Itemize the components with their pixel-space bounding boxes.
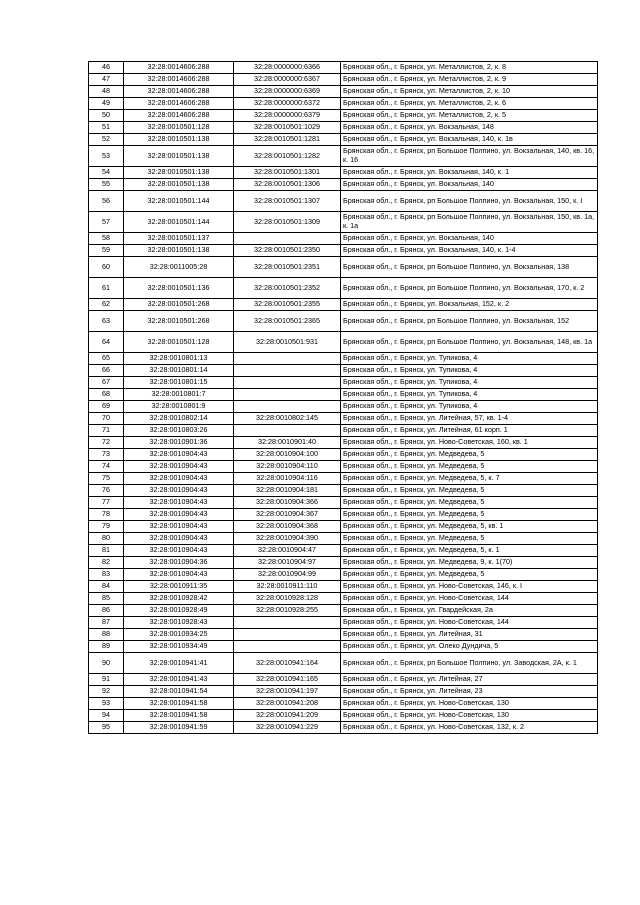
object-cadastral-number-cell: 32:28:0010941:165 <box>234 674 341 686</box>
parcel-cadastral-number-cell: 32:28:0010801:7 <box>124 389 234 401</box>
row-number-cell: 81 <box>89 545 124 557</box>
row-number-cell: 66 <box>89 365 124 377</box>
address-cell: Брянская обл., г. Брянск, ул. Медведева, 5, к. 7 <box>341 473 598 485</box>
row-number-cell: 50 <box>89 110 124 122</box>
address-cell: Брянская обл., г. Брянск, ул. Вокзальная, 140, к. 1в <box>341 134 598 146</box>
address-cell: Брянская обл., г. Брянск, ул. Медведева, 5, кв. 1 <box>341 521 598 533</box>
row-number-cell: 55 <box>89 179 124 191</box>
parcel-cadastral-number-cell: 32:28:0010941:54 <box>124 686 234 698</box>
address-cell: Брянская обл., г. Брянск, рп Большое Полпино, ул. Вокзальная, 148, кв. 1а <box>341 332 598 353</box>
address-cell: Брянская обл., г. Брянск, рп Большое Полпино, ул. Вокзальная, 140, кв. 16, к. 16 <box>341 146 598 167</box>
parcel-cadastral-number-cell: 32:28:0010904:43 <box>124 545 234 557</box>
object-cadastral-number-cell: 32:28:0010501:1281 <box>234 134 341 146</box>
row-number-cell: 63 <box>89 311 124 332</box>
parcel-cadastral-number-cell: 32:28:0010501:144 <box>124 212 234 233</box>
address-cell: Брянская обл., г. Брянск, ул. Литейная, 23 <box>341 686 598 698</box>
address-cell: Брянская обл., г. Брянск, ул. Литейная, 27 <box>341 674 598 686</box>
address-cell: Брянская обл., г. Брянск, ул. Вокзальная, 140, к. 1-4 <box>341 245 598 257</box>
address-cell: Брянская обл., г. Брянск, ул. Ново-Советская, 144 <box>341 593 598 605</box>
row-number-cell: 77 <box>89 497 124 509</box>
parcel-cadastral-number-cell: 32:28:0014606:288 <box>124 74 234 86</box>
row-number-cell: 92 <box>89 686 124 698</box>
table-row <box>89 629 598 641</box>
parcel-cadastral-number-cell: 32:28:0010501:128 <box>124 332 234 353</box>
object-cadastral-number-cell: 32:28:0010501:1306 <box>234 179 341 191</box>
parcel-cadastral-number-cell: 32:28:0010941:58 <box>124 710 234 722</box>
parcel-cadastral-number-cell: 32:28:0010501:138 <box>124 245 234 257</box>
table-row <box>89 233 598 245</box>
address-cell: Брянская обл., г. Брянск, ул. Ново-Советская, 146, к. I <box>341 581 598 593</box>
table-row <box>89 674 598 686</box>
row-number-cell: 74 <box>89 461 124 473</box>
parcel-cadastral-number-cell: 32:28:0010501:138 <box>124 134 234 146</box>
table-row <box>89 110 598 122</box>
address-cell: Брянская обл., г. Брянск, ул. Медведева, 5 <box>341 461 598 473</box>
object-cadastral-number-cell: 32:28:0000000:6369 <box>234 86 341 98</box>
object-cadastral-number-cell: 32:28:0010904:368 <box>234 521 341 533</box>
row-number-cell: 88 <box>89 629 124 641</box>
row-number-cell: 58 <box>89 233 124 245</box>
row-number-cell: 51 <box>89 122 124 134</box>
table-row <box>89 74 598 86</box>
table-row <box>89 191 598 212</box>
address-cell: Брянская обл., г. Брянск, ул. Медведева, 5 <box>341 497 598 509</box>
table-row <box>89 449 598 461</box>
address-cell: Брянская обл., г. Брянск, ул. Вокзальная, 140 <box>341 179 598 191</box>
row-number-cell: 56 <box>89 191 124 212</box>
table-row <box>89 473 598 485</box>
parcel-cadastral-number-cell: 32:28:0014606:288 <box>124 110 234 122</box>
table-row <box>89 581 598 593</box>
object-cadastral-number-cell: 32:28:0010501:1301 <box>234 167 341 179</box>
address-cell: Брянская обл., г. Брянск, ул. Медведева, 5 <box>341 509 598 521</box>
table-row <box>89 332 598 353</box>
object-cadastral-number-cell: 32:28:0010941:229 <box>234 722 341 734</box>
table-row <box>89 698 598 710</box>
object-cadastral-number-cell: 32:28:0010501:2352 <box>234 278 341 299</box>
parcel-cadastral-number-cell: 32:28:0010501:128 <box>124 122 234 134</box>
object-cadastral-number-cell <box>234 389 341 401</box>
row-number-cell: 82 <box>89 557 124 569</box>
object-cadastral-number-cell: 32:28:0010904:99 <box>234 569 341 581</box>
object-cadastral-number-cell: 32:28:0010904:97 <box>234 557 341 569</box>
address-cell: Брянская обл., г. Брянск, ул. Ново-Советская, 144 <box>341 617 598 629</box>
object-cadastral-number-cell: 32:28:0010941:197 <box>234 686 341 698</box>
row-number-cell: 91 <box>89 674 124 686</box>
parcel-cadastral-number-cell: 32:28:0010904:43 <box>124 461 234 473</box>
address-cell: Брянская обл., г. Брянск, ул. Ново-Советская, 130 <box>341 698 598 710</box>
parcel-cadastral-number-cell: 32:28:0010501:138 <box>124 179 234 191</box>
address-cell: Брянская обл., г. Брянск, рп Большое Полпино, ул. Вокзальная, 150, кв. 1а, к. 1а <box>341 212 598 233</box>
table-row <box>89 545 598 557</box>
object-cadastral-number-cell: 32:28:0010802:145 <box>234 413 341 425</box>
row-number-cell: 83 <box>89 569 124 581</box>
address-cell: Брянская обл., г. Брянск, ул. Литейная, 61 корп. 1 <box>341 425 598 437</box>
row-number-cell: 79 <box>89 521 124 533</box>
table-row <box>89 557 598 569</box>
object-cadastral-number-cell: 32:28:0010501:1307 <box>234 191 341 212</box>
object-cadastral-number-cell: 32:28:0010501:2355 <box>234 299 341 311</box>
object-cadastral-number-cell <box>234 365 341 377</box>
parcel-cadastral-number-cell: 32:28:0010928:49 <box>124 605 234 617</box>
table-row <box>89 389 598 401</box>
parcel-cadastral-number-cell: 32:28:0011005:28 <box>124 257 234 278</box>
object-cadastral-number-cell: 32:28:0000000:6379 <box>234 110 341 122</box>
object-cadastral-number-cell <box>234 353 341 365</box>
address-cell: Брянская обл., г. Брянск, ул. Литейная, 31 <box>341 629 598 641</box>
address-cell: Брянская обл., г. Брянск, ул. Ново-Советская, 160, кв. 1 <box>341 437 598 449</box>
object-cadastral-number-cell: 32:28:0010904:100 <box>234 449 341 461</box>
table-row <box>89 62 598 74</box>
address-cell: Брянская обл., г. Брянск, ул. Вокзальная, 152, к. 2 <box>341 299 598 311</box>
table-row <box>89 533 598 545</box>
address-cell: Брянская обл., г. Брянск, рп Большое Полпино, ул. Заводская, 2А, к. 1 <box>341 653 598 674</box>
address-cell: Брянская обл., г. Брянск, рп Большое Полпино, ул. Вокзальная, 150, к. I <box>341 191 598 212</box>
row-number-cell: 47 <box>89 74 124 86</box>
parcel-cadastral-number-cell: 32:28:0010911:35 <box>124 581 234 593</box>
parcel-cadastral-number-cell: 32:28:0010801:15 <box>124 377 234 389</box>
parcel-cadastral-number-cell: 32:28:0010904:43 <box>124 473 234 485</box>
address-cell: Брянская обл., г. Брянск, ул. Металлистов, 2, к. 5 <box>341 110 598 122</box>
object-cadastral-number-cell: 32:28:0010501:1282 <box>234 146 341 167</box>
parcel-cadastral-number-cell: 32:28:0014606:288 <box>124 86 234 98</box>
object-cadastral-number-cell: 32:28:0010501:1029 <box>234 122 341 134</box>
row-number-cell: 59 <box>89 245 124 257</box>
parcel-cadastral-number-cell: 32:28:0010801:13 <box>124 353 234 365</box>
address-cell: Брянская обл., г. Брянск, ул. Вокзальная, 140 <box>341 233 598 245</box>
row-number-cell: 72 <box>89 437 124 449</box>
address-cell: Брянская обл., г. Брянск, ул. Медведева, 5 <box>341 485 598 497</box>
address-cell: Брянская обл., г. Брянск, рп Большое Полпино, ул. Вокзальная, 170, к. 2 <box>341 278 598 299</box>
table-row <box>89 593 598 605</box>
address-cell: Брянская обл., г. Брянск, ул. Тупикова, 4 <box>341 365 598 377</box>
table-row <box>89 179 598 191</box>
table-row <box>89 569 598 581</box>
table-row <box>89 401 598 413</box>
parcel-cadastral-number-cell: 32:28:0010904:43 <box>124 449 234 461</box>
table-row <box>89 425 598 437</box>
address-cell: Брянская обл., г. Брянск, ул. Вокзальная, 148 <box>341 122 598 134</box>
parcel-cadastral-number-cell: 32:28:0010934:25 <box>124 629 234 641</box>
object-cadastral-number-cell <box>234 617 341 629</box>
address-cell: Брянская обл., г. Брянск, рп Большое Полпино, ул. Вокзальная, 138 <box>341 257 598 278</box>
parcel-cadastral-number-cell: 32:28:0014606:288 <box>124 62 234 74</box>
address-cell: Брянская обл., г. Брянск, ул. Литейная, 57, кв. 1-4 <box>341 413 598 425</box>
parcel-cadastral-number-cell: 32:28:0010904:43 <box>124 569 234 581</box>
parcel-cadastral-number-cell: 32:28:0010904:43 <box>124 509 234 521</box>
object-cadastral-number-cell: 32:28:0010904:367 <box>234 509 341 521</box>
table-row <box>89 86 598 98</box>
object-cadastral-number-cell: 32:28:0010928:255 <box>234 605 341 617</box>
address-cell: Брянская обл., г. Брянск, ул. Металлистов, 2, к. 9 <box>341 74 598 86</box>
row-number-cell: 84 <box>89 581 124 593</box>
row-number-cell: 71 <box>89 425 124 437</box>
table-row <box>89 686 598 698</box>
row-number-cell: 73 <box>89 449 124 461</box>
address-cell: Брянская обл., г. Брянск, ул. Ново-Советская, 132, к. 2 <box>341 722 598 734</box>
parcel-cadastral-number-cell: 32:28:0010801:14 <box>124 365 234 377</box>
table-row <box>89 299 598 311</box>
address-cell: Брянская обл., г. Брянск, ул. Олеко Дундича, 5 <box>341 641 598 653</box>
parcel-cadastral-number-cell: 32:28:0010501:138 <box>124 167 234 179</box>
object-cadastral-number-cell: 32:28:0010501:2365 <box>234 311 341 332</box>
parcel-cadastral-number-cell: 32:28:0010501:136 <box>124 278 234 299</box>
address-cell: Брянская обл., г. Брянск, ул. Гвардейская, 2а <box>341 605 598 617</box>
object-cadastral-number-cell <box>234 401 341 413</box>
address-cell: Брянская обл., г. Брянск, ул. Медведева, 9, к. 1(70) <box>341 557 598 569</box>
parcel-cadastral-number-cell: 32:28:0010928:42 <box>124 593 234 605</box>
row-number-cell: 57 <box>89 212 124 233</box>
parcel-cadastral-number-cell: 32:28:0010803:26 <box>124 425 234 437</box>
row-number-cell: 85 <box>89 593 124 605</box>
object-cadastral-number-cell: 32:28:0010911:110 <box>234 581 341 593</box>
parcel-cadastral-number-cell: 32:28:0010904:36 <box>124 557 234 569</box>
row-number-cell: 61 <box>89 278 124 299</box>
table-row <box>89 377 598 389</box>
object-cadastral-number-cell <box>234 233 341 245</box>
address-cell: Брянская обл., г. Брянск, ул. Тупикова, 4 <box>341 377 598 389</box>
parcel-cadastral-number-cell: 32:28:0010501:268 <box>124 311 234 332</box>
row-number-cell: 69 <box>89 401 124 413</box>
parcel-cadastral-number-cell: 32:28:0010801:9 <box>124 401 234 413</box>
table-row <box>89 461 598 473</box>
object-cadastral-number-cell: 32:28:0010904:116 <box>234 473 341 485</box>
row-number-cell: 75 <box>89 473 124 485</box>
table-row <box>89 653 598 674</box>
table-row <box>89 245 598 257</box>
parcel-cadastral-number-cell: 32:28:0010501:268 <box>124 299 234 311</box>
object-cadastral-number-cell: 32:28:0010941:164 <box>234 653 341 674</box>
table-row <box>89 710 598 722</box>
object-cadastral-number-cell: 32:28:0010901:40 <box>234 437 341 449</box>
table-row <box>89 413 598 425</box>
address-cell: Брянская обл., г. Брянск, ул. Медведева, 5 <box>341 449 598 461</box>
row-number-cell: 90 <box>89 653 124 674</box>
object-cadastral-number-cell: 32:28:0010904:110 <box>234 461 341 473</box>
table-row <box>89 122 598 134</box>
address-cell: Брянская обл., г. Брянск, ул. Тупикова, 4 <box>341 353 598 365</box>
address-cell: Брянская обл., г. Брянск, ул. Тупикова, 4 <box>341 401 598 413</box>
row-number-cell: 65 <box>89 353 124 365</box>
object-cadastral-number-cell: 32:28:0010501:2351 <box>234 257 341 278</box>
table-row <box>89 278 598 299</box>
parcel-cadastral-number-cell: 32:28:0010904:43 <box>124 497 234 509</box>
object-cadastral-number-cell: 32:28:0010501:931 <box>234 332 341 353</box>
table-row <box>89 521 598 533</box>
table-row <box>89 437 598 449</box>
address-cell: Брянская обл., г. Брянск, ул. Металлистов, 2, к. 8 <box>341 62 598 74</box>
row-number-cell: 48 <box>89 86 124 98</box>
parcel-cadastral-number-cell: 32:28:0010941:43 <box>124 674 234 686</box>
row-number-cell: 89 <box>89 641 124 653</box>
parcel-cadastral-number-cell: 32:28:0010904:43 <box>124 521 234 533</box>
table-row <box>89 311 598 332</box>
object-cadastral-number-cell: 32:28:0000000:6367 <box>234 74 341 86</box>
row-number-cell: 60 <box>89 257 124 278</box>
address-cell: Брянская обл., г. Брянск, ул. Медведева, 5 <box>341 533 598 545</box>
object-cadastral-number-cell: 32:28:0010501:2350 <box>234 245 341 257</box>
table-row <box>89 617 598 629</box>
object-cadastral-number-cell: 32:28:0010928:128 <box>234 593 341 605</box>
row-number-cell: 46 <box>89 62 124 74</box>
table-row <box>89 98 598 110</box>
row-number-cell: 68 <box>89 389 124 401</box>
address-cell: Брянская обл., г. Брянск, ул. Тупикова, 4 <box>341 389 598 401</box>
parcel-cadastral-number-cell: 32:28:0014606:288 <box>124 98 234 110</box>
object-cadastral-number-cell <box>234 641 341 653</box>
table-row <box>89 722 598 734</box>
row-number-cell: 49 <box>89 98 124 110</box>
row-number-cell: 67 <box>89 377 124 389</box>
address-cell: Брянская обл., г. Брянск, ул. Металлистов, 2, к. 10 <box>341 86 598 98</box>
row-number-cell: 93 <box>89 698 124 710</box>
object-cadastral-number-cell: 32:28:0000000:6372 <box>234 98 341 110</box>
parcel-cadastral-number-cell: 32:28:0010501:137 <box>124 233 234 245</box>
parcel-cadastral-number-cell: 32:28:0010501:144 <box>124 191 234 212</box>
table-row <box>89 146 598 167</box>
object-cadastral-number-cell: 32:28:0000000:6366 <box>234 62 341 74</box>
object-cadastral-number-cell: 32:28:0010904:47 <box>234 545 341 557</box>
parcel-cadastral-number-cell: 32:28:0010904:43 <box>124 533 234 545</box>
table-row <box>89 257 598 278</box>
row-number-cell: 70 <box>89 413 124 425</box>
object-cadastral-number-cell <box>234 377 341 389</box>
parcel-cadastral-number-cell: 32:28:0010941:41 <box>124 653 234 674</box>
register-table <box>88 61 598 734</box>
object-cadastral-number-cell: 32:28:0010904:181 <box>234 485 341 497</box>
table-row <box>89 212 598 233</box>
row-number-cell: 87 <box>89 617 124 629</box>
parcel-cadastral-number-cell: 32:28:0010934:49 <box>124 641 234 653</box>
row-number-cell: 95 <box>89 722 124 734</box>
address-cell: Брянская обл., г. Брянск, ул. Металлистов, 2, к. 6 <box>341 98 598 110</box>
parcel-cadastral-number-cell: 32:28:0010901:36 <box>124 437 234 449</box>
object-cadastral-number-cell: 32:28:0010904:366 <box>234 497 341 509</box>
table-row <box>89 167 598 179</box>
address-cell: Брянская обл., г. Брянск, ул. Ново-Советская, 130 <box>341 710 598 722</box>
table-row <box>89 497 598 509</box>
table-row <box>89 365 598 377</box>
row-number-cell: 80 <box>89 533 124 545</box>
register-table-body <box>89 62 598 734</box>
address-cell: Брянская обл., г. Брянск, ул. Медведева, 5 <box>341 569 598 581</box>
row-number-cell: 64 <box>89 332 124 353</box>
parcel-cadastral-number-cell: 32:28:0010941:58 <box>124 698 234 710</box>
table-row <box>89 134 598 146</box>
table-row <box>89 641 598 653</box>
address-cell: Брянская обл., г. Брянск, рп Большое Полпино, ул. Вокзальная, 152 <box>341 311 598 332</box>
parcel-cadastral-number-cell: 32:28:0010501:138 <box>124 146 234 167</box>
table-row <box>89 485 598 497</box>
parcel-cadastral-number-cell: 32:28:0010904:43 <box>124 485 234 497</box>
object-cadastral-number-cell: 32:28:0010941:208 <box>234 698 341 710</box>
table-row <box>89 353 598 365</box>
address-cell: Брянская обл., г. Брянск, ул. Медведева, 5, к. 1 <box>341 545 598 557</box>
table-row <box>89 605 598 617</box>
row-number-cell: 94 <box>89 710 124 722</box>
parcel-cadastral-number-cell: 32:28:0010802:14 <box>124 413 234 425</box>
object-cadastral-number-cell <box>234 425 341 437</box>
row-number-cell: 76 <box>89 485 124 497</box>
parcel-cadastral-number-cell: 32:28:0010928:43 <box>124 617 234 629</box>
address-cell: Брянская обл., г. Брянск, ул. Вокзальная, 140, к. 1 <box>341 167 598 179</box>
parcel-cadastral-number-cell: 32:28:0010941:59 <box>124 722 234 734</box>
row-number-cell: 78 <box>89 509 124 521</box>
row-number-cell: 53 <box>89 146 124 167</box>
row-number-cell: 54 <box>89 167 124 179</box>
row-number-cell: 62 <box>89 299 124 311</box>
object-cadastral-number-cell <box>234 629 341 641</box>
row-number-cell: 52 <box>89 134 124 146</box>
row-number-cell: 86 <box>89 605 124 617</box>
object-cadastral-number-cell: 32:28:0010501:1309 <box>234 212 341 233</box>
object-cadastral-number-cell: 32:28:0010941:209 <box>234 710 341 722</box>
table-row <box>89 509 598 521</box>
object-cadastral-number-cell: 32:28:0010904:390 <box>234 533 341 545</box>
